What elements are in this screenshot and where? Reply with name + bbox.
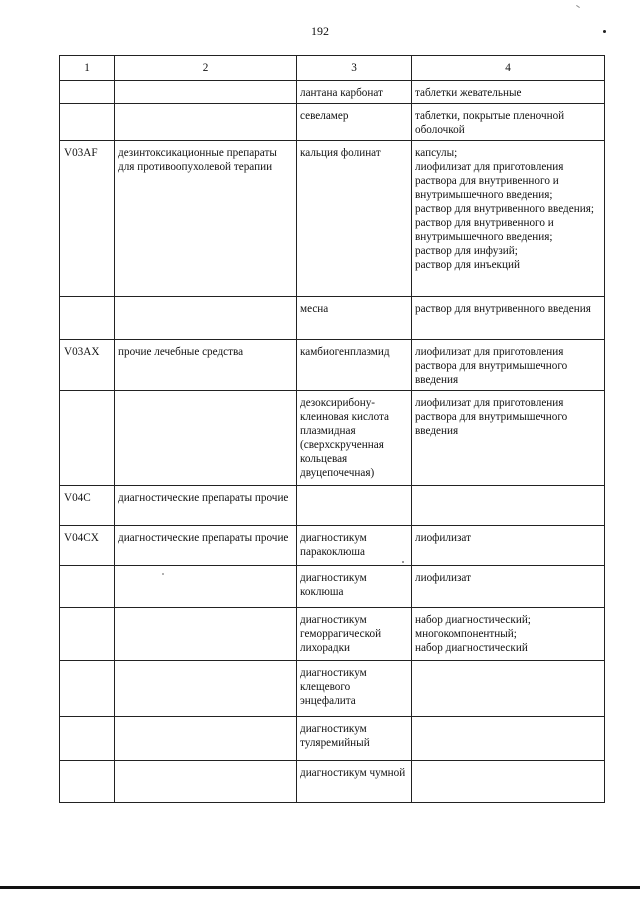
group-cell [115, 104, 297, 141]
table-row [60, 391, 605, 486]
atc-code-cell: V03AX [60, 340, 115, 391]
group-cell: диагностические препараты прочие [115, 526, 297, 566]
dosage-form: таблетки жевательные [415, 87, 522, 99]
atc-code-cell: V03AF [60, 141, 115, 297]
medicines-table [59, 55, 605, 803]
bottom-scan-edge [0, 886, 640, 889]
group-cell [115, 608, 297, 661]
substance-cell: диагностикум туляремийный [297, 717, 412, 761]
substance-cell: диагностикум чумной [297, 761, 412, 803]
dosage-form: раствор для внутривенного введения; [415, 203, 594, 215]
table-row [60, 141, 605, 297]
dosage-form: лиофилизат для приготовления раствора для внутримышечного введения [415, 346, 568, 386]
header-cell: 3 [297, 56, 412, 81]
dosage-form-cell [412, 81, 605, 104]
table-row [60, 761, 605, 803]
substance-cell: дезоксирибону-клеиновая кислота плазмидная (сверхскрученная кольцевая двуцепочечная) [297, 391, 412, 486]
table-row [60, 608, 605, 661]
dosage-form: лиофилизат для приготовления раствора для внутримышечного введения [415, 397, 568, 437]
atc-code-cell [60, 81, 115, 104]
atc-code-cell [60, 717, 115, 761]
dosage-form-cell [412, 340, 605, 391]
atc-code-cell: V04CX [60, 526, 115, 566]
dosage-form: набор диагностический; [415, 614, 531, 626]
header-cell: 4 [412, 56, 605, 81]
group-cell: диагностические препараты прочие [115, 486, 297, 526]
group-cell [115, 81, 297, 104]
dosage-form-cell [412, 104, 605, 141]
dosage-form-cell [412, 761, 605, 803]
group-cell [115, 717, 297, 761]
group-cell [115, 297, 297, 340]
atc-code-cell: V04C [60, 486, 115, 526]
substance-cell: диагностикум геморрагической лихорадки [297, 608, 412, 661]
dosage-form-cell [412, 391, 605, 486]
group-cell: прочие лечебные средства [115, 340, 297, 391]
substance-cell [297, 486, 412, 526]
table-row [60, 340, 605, 391]
group-cell: дезинтоксикационные препараты для противоопухолевой терапии [115, 141, 297, 297]
group-cell [115, 391, 297, 486]
atc-code-cell [60, 661, 115, 717]
substance-cell: диагностикум клещевого энцефалита [297, 661, 412, 717]
atc-code-cell [60, 761, 115, 803]
group-cell [115, 661, 297, 717]
table-row [60, 566, 605, 608]
dosage-form-cell [412, 717, 605, 761]
group-cell [115, 566, 297, 608]
substance-cell: лантана карбонат [297, 81, 412, 104]
dosage-form: капсулы; [415, 147, 458, 159]
substance-cell: диагностикум коклюша [297, 566, 412, 608]
atc-code-cell [60, 391, 115, 486]
scan-speck [162, 573, 164, 575]
group-cell [115, 761, 297, 803]
dosage-form-cell [412, 297, 605, 340]
scan-mark-corner [576, 5, 580, 8]
substance-cell: кальция фолинат [297, 141, 412, 297]
dosage-form: таблетки, покрытые пленочной оболочкой [415, 110, 565, 136]
scan-dot [603, 30, 606, 33]
atc-code-cell [60, 297, 115, 340]
dosage-form: набор диагностический [415, 642, 528, 654]
dosage-form-cell [412, 566, 605, 608]
dosage-form: раствор для внутривенного введения [415, 303, 591, 315]
table-row [60, 104, 605, 141]
dosage-form: лиофилизат для приготовления раствора для внутривенного и внутримышечного введения; [415, 161, 564, 201]
substance-cell: диагностикум паракоклюша [297, 526, 412, 566]
table-row [60, 717, 605, 761]
dosage-form-cell [412, 486, 605, 526]
dosage-form: раствор для инъекций [415, 259, 520, 271]
dosage-form: лиофилизат [415, 572, 471, 584]
atc-code-cell [60, 566, 115, 608]
dosage-form-cell [412, 608, 605, 661]
dosage-form-cell [412, 661, 605, 717]
table-row [60, 297, 605, 340]
header-cell: 2 [115, 56, 297, 81]
dosage-form: раствор для внутривенного и внутримышечного введения; [415, 217, 554, 243]
substance-cell: месна [297, 297, 412, 340]
substance-cell: севеламер [297, 104, 412, 141]
table-header-row [60, 56, 605, 81]
scan-speck [402, 561, 404, 563]
table-row [60, 526, 605, 566]
header-cell: 1 [60, 56, 115, 81]
atc-code-cell [60, 608, 115, 661]
dosage-form: раствор для инфузий; [415, 245, 518, 257]
dosage-form: многокомпонентный; [415, 628, 517, 640]
dosage-form-cell [412, 141, 605, 297]
atc-code-cell [60, 104, 115, 141]
table-row [60, 486, 605, 526]
dosage-form: лиофилизат [415, 532, 471, 544]
page-number: 192 [311, 24, 329, 38]
dosage-form-cell [412, 526, 605, 566]
substance-cell: камбиогенплазмид [297, 340, 412, 391]
table-row [60, 661, 605, 717]
table-row [60, 81, 605, 104]
